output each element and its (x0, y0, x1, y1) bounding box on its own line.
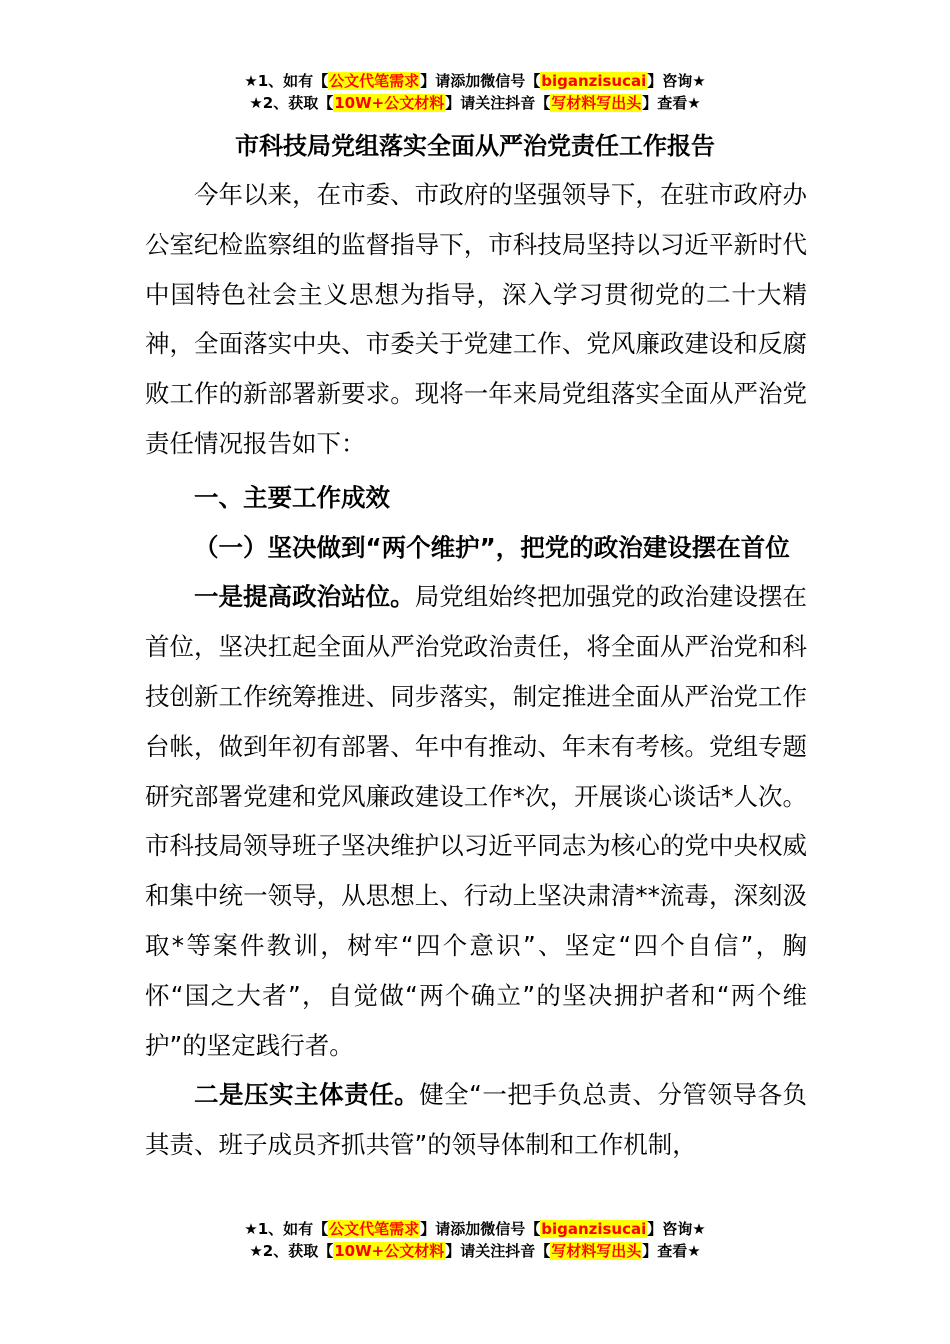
wechat-id-highlight: biganzisucai (541, 72, 647, 90)
wechat-id-highlight: biganzisucai (541, 1220, 647, 1238)
paragraph-1 (145, 572, 807, 1070)
highlight: 10W+公文材料 (334, 94, 445, 112)
intro-paragraph: 今年以来，在市委、市政府的坚强领导下，在驻市政府办公室纪检监察组的监督指导下，市科技局坚持以习近平新时代中国特色社会主义思想为指导，深入学习贯彻党的二十大精神，全面落实中央、市委关于党建工作、党风廉政建设和反腐败工作的新部署新要求。现将一年来局党组落实全面从严治党责任情况报告如下： (145, 180, 807, 458)
paragraph-2-lead: 二是压实主体责任。 (194, 1080, 420, 1110)
document-body (145, 170, 807, 1170)
subsection-heading: （一）坚决做到“两个维护”，把党的政治建设摆在首位 (194, 532, 790, 562)
banner-line-2: ★2、获取【10W+公文材料】请关注抖音【写材料写出头】查看★ (249, 1242, 701, 1260)
footer-banner (0, 1218, 950, 1262)
highlight: 公文代笔需求 (329, 1220, 420, 1238)
header-banner (0, 70, 950, 114)
paragraph-2 (145, 1070, 807, 1170)
highlight: 公文代笔需求 (329, 72, 420, 90)
paragraph-1-lead: 一是提高政治站位。 (194, 582, 415, 612)
paragraph-2-text: 健全“一把手负总责、分管领导各负其责、班子成员齐抓共管”的领导体制和工作机制， (145, 1080, 808, 1160)
paragraph-1-text: 局党组始终把加强党的政治建设摆在首位，坚决扛起全面从严治党政治责任，将全面从严治党和科技创新工作统筹推进、同步落实，制定推进全面从严治党工作台帐，做到年初有部署、年中有推动、年末有考核。党组专题研究部署党建和党风廉政建设工作*次，开展谈心谈话*人次。市科技局领导班子坚决维护以习近平同志为核心的党中央权威和集中统一领导，从思想上、行动上坚决肃清**流毒，深刻汲取*等案件教训，树牢“四个意识”、坚定“四个自信”，胸怀“国之大者”，自觉做“两个确立”的坚决拥护者和“两个维护”的坚定践行者。 (145, 582, 807, 1060)
douyin-id-highlight: 写材料写出头 (551, 1242, 642, 1260)
douyin-id-highlight: 写材料写出头 (551, 94, 642, 112)
banner-line-1: ★1、如有【公文代笔需求】请添加微信号【biganzisucai】咨询★ (244, 72, 706, 90)
section-heading: 一、主要工作成效 (194, 482, 390, 512)
banner-line-2: ★2、获取【10W+公文材料】请关注抖音【写材料写出头】查看★ (249, 94, 701, 112)
banner-line-1: ★1、如有【公文代笔需求】请添加微信号【biganzisucai】咨询★ (244, 1220, 706, 1238)
highlight: 10W+公文材料 (334, 1242, 445, 1260)
document-title: 市科技局党组落实全面从严治党责任工作报告 (235, 132, 715, 160)
